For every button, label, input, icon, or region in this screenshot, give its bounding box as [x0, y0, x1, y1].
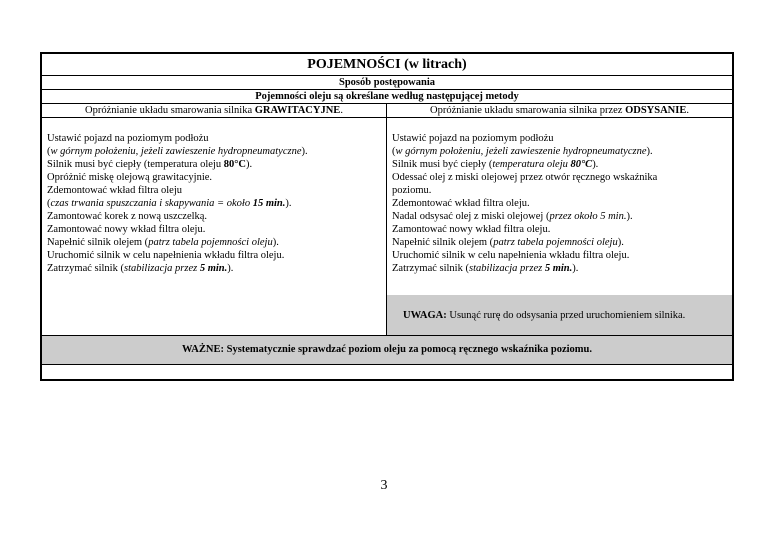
gravity-step-text: patrz tabela pojemności oleju: [148, 237, 273, 248]
gravity-step-line: [47, 262, 381, 275]
gravity-step-text: ).: [227, 263, 234, 274]
suction-step-text: patrz tabela pojemności oleju: [493, 237, 618, 248]
suction-step-text: ).: [617, 237, 624, 248]
gravity-step-line: [47, 145, 381, 158]
suction-method-name: ODSYSANIE: [625, 105, 687, 116]
suction-step-text: Uruchomić silnik w celu napełnienia wkładu filtra oleju.: [392, 250, 630, 261]
gravity-step-text: Zamontować korek z nową uszczelką.: [47, 211, 208, 222]
suction-step-line: [392, 210, 727, 223]
gravity-step-text: Zamontować nowy wkład filtra oleju.: [47, 224, 206, 235]
note-label: UWAGA:: [403, 310, 447, 321]
suction-step-line: [392, 262, 727, 275]
gravity-step-text: 80°C: [223, 159, 247, 170]
gravity-step-line: [47, 184, 381, 197]
suction-step-text: Zdemontować wkład filtra oleju.: [392, 198, 530, 209]
suction-step-text: przez około 5 min.: [549, 211, 627, 222]
suction-step-line: [392, 132, 727, 145]
suction-step-line: [392, 184, 727, 197]
gravity-step-line: [47, 223, 381, 236]
gravity-step-line: [47, 132, 381, 145]
suction-step-text: ).: [592, 159, 599, 170]
gravity-step-text: Silnik musi być ciepły (temperatura oleju: [47, 159, 224, 170]
gravity-method-name: GRAWITACYJNE: [254, 105, 341, 116]
suction-step-line: [392, 197, 727, 210]
suction-step-text: poziomu.: [392, 185, 432, 196]
gravity-step-line: [47, 171, 381, 184]
page-number: 3: [380, 478, 388, 493]
suction-note: [387, 295, 732, 335]
suction-step-text: (: [392, 146, 396, 157]
gravity-step-text: stabilizacja przez: [123, 263, 200, 274]
suction-step-text: 80°C: [570, 159, 593, 170]
gravity-step-line: [47, 236, 381, 249]
table-footer-row: [42, 364, 732, 379]
note-text: Usunąć rurę do odsysania przed uruchomieniem silnika.: [446, 310, 686, 321]
gravity-step-line: [47, 249, 381, 262]
method-headers: [42, 104, 732, 118]
suction-step-text: stabilizacja przez: [468, 263, 545, 274]
suction-step-text: Napełnić silnik olejem (: [392, 237, 494, 248]
gravity-step-text: w górnym położeniu, jeżeli zawieszenie hydropneumatyczne: [50, 146, 302, 157]
suction-step-line: [392, 236, 727, 249]
gravity-step-text: Zdemontować wkład filtra oleju: [47, 185, 182, 196]
gravity-step-text: 5 min.: [199, 263, 228, 274]
gravity-step-text: Uruchomić silnik w celu napełnienia wkładu filtra oleju.: [47, 250, 285, 261]
important-notice: WAŻNE: Systematycznie sprawdzać poziom oleju za pomocą ręcznego wskaźnika poziomu.: [42, 335, 732, 364]
gravity-step-text: czas trwania spuszczania i skapywania = około: [50, 198, 253, 209]
suction-step-text: ).: [572, 263, 579, 274]
gravity-step-text: Zatrzymać silnik (: [47, 263, 124, 274]
suction-step-text: w górnym położeniu, jeżeli zawieszenie hydropneumatyczne: [395, 146, 647, 157]
gravity-step-line: [47, 210, 381, 223]
gravity-step-text: Napełnić silnik olejem (: [47, 237, 149, 248]
suction-step-text: Zamontować nowy wkład filtra oleju.: [392, 224, 551, 235]
gravity-step-text: ).: [301, 146, 308, 157]
suction-step-line: [392, 145, 727, 158]
procedure-body: [42, 118, 732, 335]
gravity-step-text: Opróżnić miskę olejową grawitacyjnie.: [47, 172, 213, 183]
suction-step-text: ).: [626, 211, 633, 222]
gravity-step-line: [47, 158, 381, 171]
capacity-table: [40, 52, 734, 381]
gravity-step-text: 15 min.: [252, 198, 286, 209]
suction-step-text: 5 min.: [544, 263, 573, 274]
suction-step-text: temperatura oleju: [492, 159, 571, 170]
suction-step-text: Ustawić pojazd na poziomym podłożu: [392, 133, 554, 144]
gravity-step-text: ).: [246, 159, 253, 170]
suction-step-text: Zatrzymać silnik (: [392, 263, 469, 274]
suction-step-text: Odessać olej z miski olejowej przez otwór ręcznego wskaźnika: [392, 172, 658, 183]
gravity-step-text: (: [47, 146, 51, 157]
gravity-step-text: Ustawić pojazd na poziomym podłożu: [47, 133, 209, 144]
suction-method-heading: Opróżnianie układu smarowania silnika przez ODSYSANIE.: [430, 105, 689, 116]
gravity-method-heading: Opróżnianie układu smarowania silnika GRAWITACYJNE.: [42, 104, 387, 117]
page-title: POJEMNOŚCI (w litrach): [42, 54, 732, 76]
procedure-heading: Sposób postępowania: [42, 76, 732, 90]
suction-step-line: [392, 171, 727, 184]
suction-step-text: ).: [646, 146, 653, 157]
suction-steps: [392, 132, 727, 275]
method-intro: Pojemności oleju są określane według następującej metody: [42, 90, 732, 104]
suction-step-line: [392, 158, 727, 171]
gravity-step-text: ).: [285, 198, 292, 209]
suction-step-line: [392, 223, 727, 236]
suction-step-text: Nadal odsysać olej z miski olejowej (: [392, 211, 550, 222]
gravity-step-text: (: [47, 198, 51, 209]
gravity-step-line: [47, 197, 381, 210]
suction-step-text: Silnik musi być ciepły (: [392, 159, 493, 170]
suction-column: [387, 118, 732, 335]
gravity-steps: [42, 118, 387, 335]
gravity-step-text: ).: [272, 237, 279, 248]
suction-step-line: [392, 249, 727, 262]
